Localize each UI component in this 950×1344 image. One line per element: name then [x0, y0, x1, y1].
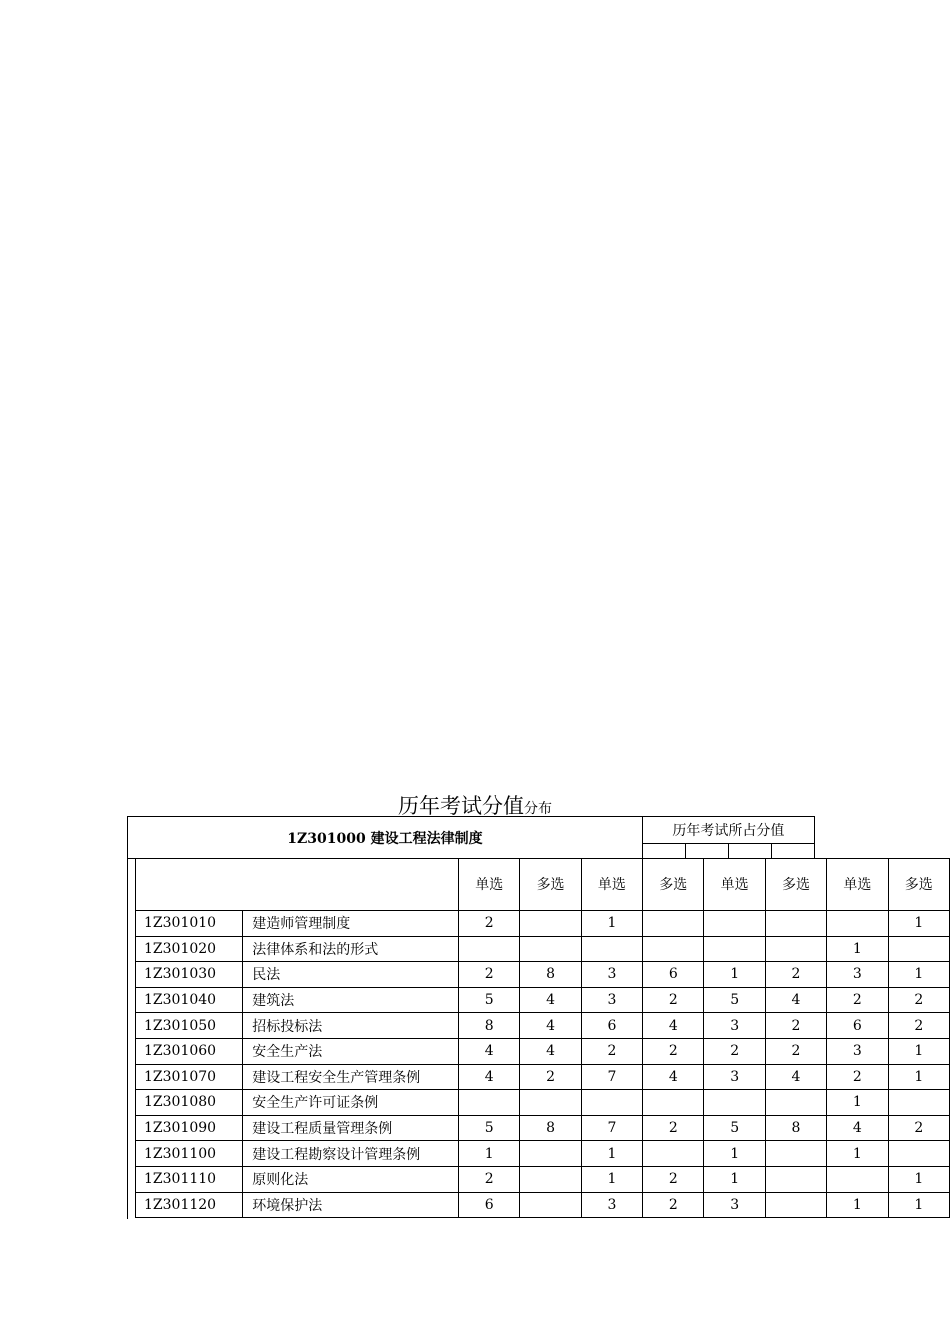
question-type-row — [136, 859, 950, 911]
score-cell: 7 — [581, 1115, 642, 1141]
score-cell: 4 — [520, 1038, 581, 1064]
score-cell: 1 — [581, 1166, 642, 1192]
score-cell — [888, 1090, 949, 1116]
score-cell: 2 — [643, 987, 704, 1013]
table-row — [136, 962, 950, 988]
score-cell: 1 — [888, 1064, 949, 1090]
score-cell: 1 — [704, 1141, 765, 1167]
question-type-header: 单选 — [459, 859, 520, 911]
score-cell: 2 — [459, 962, 520, 988]
score-cell: 1 — [888, 1166, 949, 1192]
score-cell: 6 — [827, 1013, 888, 1039]
score-cell — [827, 911, 888, 937]
section-name: 建设工程勘察设计管理条例 — [243, 1141, 459, 1167]
score-cell: 6 — [643, 962, 704, 988]
score-cell: 8 — [459, 1013, 520, 1039]
score-cell: 5 — [459, 1115, 520, 1141]
section-title: 1Z301000 建设工程法律制度 — [128, 817, 643, 859]
score-cell — [643, 1141, 704, 1167]
score-cell: 5 — [704, 1115, 765, 1141]
score-cell: 4 — [765, 987, 826, 1013]
score-cell — [765, 1192, 826, 1218]
score-cell — [520, 1166, 581, 1192]
score-cell: 4 — [459, 1038, 520, 1064]
table-row — [136, 1038, 950, 1064]
score-cell: 1 — [459, 1141, 520, 1167]
score-cell — [520, 911, 581, 937]
table-row — [136, 936, 950, 962]
score-cell: 7 — [581, 1064, 642, 1090]
score-cell: 6 — [459, 1192, 520, 1218]
score-cell: 6 — [581, 1013, 642, 1039]
question-type-header: 多选 — [765, 859, 826, 911]
score-cell — [643, 936, 704, 962]
section-name: 建设工程安全生产管理条例 — [243, 1064, 459, 1090]
score-cell: 4 — [827, 1115, 888, 1141]
question-type-header: 多选 — [643, 859, 704, 911]
score-cell — [765, 911, 826, 937]
year-column — [771, 844, 814, 859]
score-cell — [643, 911, 704, 937]
score-cell — [520, 1192, 581, 1218]
table-row — [136, 987, 950, 1013]
score-cell — [765, 936, 826, 962]
score-cell: 1 — [827, 1192, 888, 1218]
score-cell — [459, 1090, 520, 1116]
section-code: 1Z301010 — [136, 911, 243, 937]
score-cell: 1 — [888, 962, 949, 988]
score-cell: 4 — [643, 1013, 704, 1039]
score-cell: 2 — [643, 1038, 704, 1064]
score-table — [135, 858, 950, 1218]
section-name: 招标投标法 — [243, 1013, 459, 1039]
section-code: 1Z301030 — [136, 962, 243, 988]
score-cell — [704, 911, 765, 937]
section-code: 1Z301110 — [136, 1166, 243, 1192]
score-cell — [888, 936, 949, 962]
question-type-header: 多选 — [520, 859, 581, 911]
score-cell: 3 — [581, 1192, 642, 1218]
score-cell: 2 — [888, 1013, 949, 1039]
score-cell: 3 — [827, 962, 888, 988]
score-cell: 3 — [827, 1038, 888, 1064]
table-row — [136, 1141, 950, 1167]
question-type-header: 单选 — [827, 859, 888, 911]
section-code: 1Z301090 — [136, 1115, 243, 1141]
score-cell: 2 — [827, 987, 888, 1013]
score-cell: 2 — [765, 962, 826, 988]
score-cell: 2 — [643, 1192, 704, 1218]
score-cell: 1 — [581, 911, 642, 937]
score-cell: 2 — [704, 1038, 765, 1064]
score-cell: 2 — [520, 1064, 581, 1090]
score-cell: 1 — [888, 1038, 949, 1064]
score-cell — [581, 1090, 642, 1116]
score-cell: 2 — [643, 1166, 704, 1192]
section-code: 1Z301120 — [136, 1192, 243, 1218]
question-type-header: 单选 — [581, 859, 642, 911]
score-cell: 2 — [459, 911, 520, 937]
score-cell — [704, 936, 765, 962]
score-cell: 1 — [827, 936, 888, 962]
score-cell — [520, 1090, 581, 1116]
score-cell: 2 — [581, 1038, 642, 1064]
section-name: 法律体系和法的形式 — [243, 936, 459, 962]
score-cell: 2 — [827, 1064, 888, 1090]
section-code: 1Z301100 — [136, 1141, 243, 1167]
title-suffix: 分布 — [524, 801, 552, 817]
score-cell: 2 — [643, 1115, 704, 1141]
section-name: 建造师管理制度 — [243, 911, 459, 937]
score-cell: 2 — [765, 1038, 826, 1064]
section-name: 民法 — [243, 962, 459, 988]
score-cell: 4 — [520, 1013, 581, 1039]
score-cell: 5 — [459, 987, 520, 1013]
section-name: 建设工程质量管理条例 — [243, 1115, 459, 1141]
table-row — [136, 1013, 950, 1039]
score-cell — [888, 1141, 949, 1167]
score-group-header: 历年考试所占分值 — [642, 817, 814, 844]
section-name: 建筑法 — [243, 987, 459, 1013]
table-row — [136, 1090, 950, 1116]
score-cell — [520, 1141, 581, 1167]
score-cell — [704, 1090, 765, 1116]
score-cell — [520, 936, 581, 962]
score-cell: 1 — [827, 1090, 888, 1116]
section-code: 1Z301050 — [136, 1013, 243, 1039]
table-row — [136, 1064, 950, 1090]
section-name: 安全生产许可证条例 — [243, 1090, 459, 1116]
score-cell — [765, 1090, 826, 1116]
section-code: 1Z301060 — [136, 1038, 243, 1064]
score-cell: 5 — [704, 987, 765, 1013]
score-cell — [765, 1166, 826, 1192]
table-row — [136, 1166, 950, 1192]
score-cell: 8 — [520, 962, 581, 988]
score-cell — [643, 1090, 704, 1116]
score-cell: 3 — [581, 962, 642, 988]
score-cell: 1 — [827, 1141, 888, 1167]
title-main: 历年考试分值 — [398, 794, 524, 818]
score-cell: 2 — [459, 1166, 520, 1192]
score-cell: 1 — [888, 911, 949, 937]
blank-cell — [136, 859, 459, 911]
score-cell: 3 — [704, 1192, 765, 1218]
table-row — [136, 1192, 950, 1218]
score-cell — [581, 936, 642, 962]
score-cell: 4 — [765, 1064, 826, 1090]
section-code: 1Z301040 — [136, 987, 243, 1013]
score-cell — [765, 1141, 826, 1167]
score-cell: 8 — [520, 1115, 581, 1141]
score-cell: 4 — [459, 1064, 520, 1090]
score-cell: 2 — [888, 987, 949, 1013]
question-type-header: 多选 — [888, 859, 949, 911]
score-cell — [827, 1166, 888, 1192]
score-cell: 8 — [765, 1115, 826, 1141]
section-name: 环境保护法 — [243, 1192, 459, 1218]
score-cell: 1 — [581, 1141, 642, 1167]
score-cell: 1 — [704, 1166, 765, 1192]
score-cell — [459, 936, 520, 962]
score-cell: 3 — [704, 1013, 765, 1039]
score-cell: 4 — [643, 1064, 704, 1090]
year-column — [642, 844, 685, 859]
table-header — [127, 816, 815, 859]
table-row — [136, 1115, 950, 1141]
year-column — [685, 844, 728, 859]
score-cell: 1 — [888, 1192, 949, 1218]
section-code: 1Z301080 — [136, 1090, 243, 1116]
score-cell: 2 — [888, 1115, 949, 1141]
section-code: 1Z301020 — [136, 936, 243, 962]
score-cell: 3 — [704, 1064, 765, 1090]
section-name: 安全生产法 — [243, 1038, 459, 1064]
section-name: 原则化法 — [243, 1166, 459, 1192]
table-left-border — [127, 858, 128, 1219]
score-cell: 1 — [704, 962, 765, 988]
score-cell: 4 — [520, 987, 581, 1013]
section-code: 1Z301070 — [136, 1064, 243, 1090]
question-type-header: 单选 — [704, 859, 765, 911]
table-row — [136, 911, 950, 937]
year-column — [728, 844, 771, 859]
score-cell: 2 — [765, 1013, 826, 1039]
score-cell: 3 — [581, 987, 642, 1013]
